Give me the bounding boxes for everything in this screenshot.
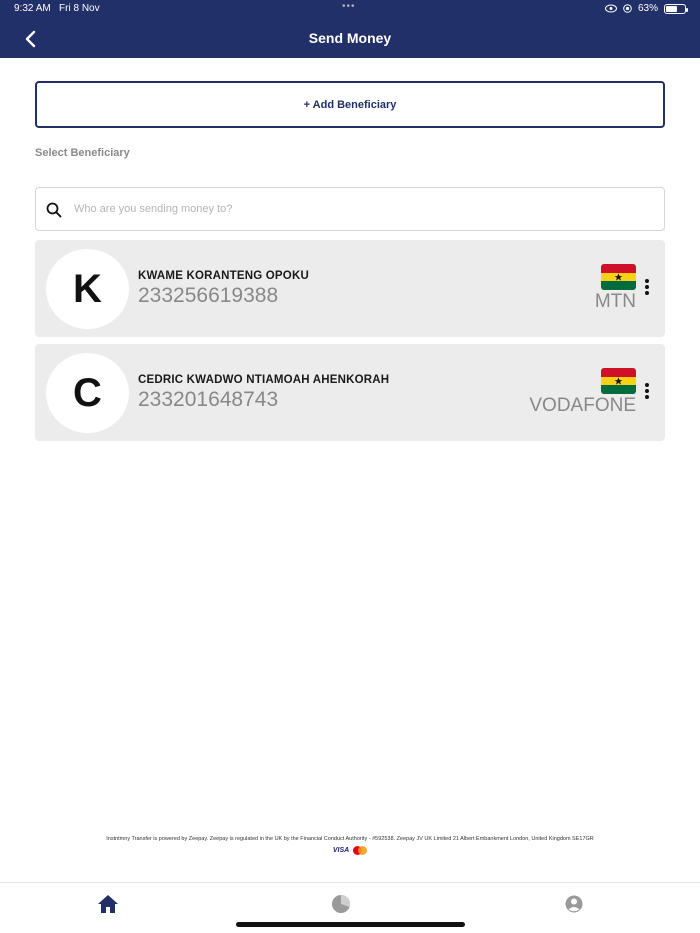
search-input[interactable]	[74, 194, 654, 224]
tab-transactions[interactable]	[329, 893, 353, 915]
avatar: C	[46, 353, 129, 433]
status-bar	[0, 0, 700, 20]
status-indicators	[605, 3, 686, 14]
add-beneficiary-button[interactable]: + Add Beneficiary	[35, 81, 665, 128]
app-header	[0, 0, 700, 58]
tab-home[interactable]	[96, 893, 120, 915]
search-icon	[46, 202, 62, 218]
beneficiary-name: KWAME KORANTENG OPOKU	[138, 270, 309, 282]
profile-icon	[562, 893, 586, 915]
status-date: Fri 8 Nov	[59, 3, 100, 14]
search-box	[35, 187, 665, 231]
network-label: MTN	[594, 291, 636, 312]
location-lock-icon	[623, 4, 632, 13]
select-beneficiary-label: Select Beneficiary	[35, 147, 130, 159]
more-options-icon[interactable]	[641, 382, 653, 402]
beneficiary-name: CEDRIC KWADWO NTIAMOAH AHENKORAH	[138, 374, 390, 386]
home-icon	[96, 893, 120, 915]
battery-level	[666, 6, 677, 12]
footer-disclaimer: Instntmny Transfer is powered by Zeepay. Zeepay is regulated in the UK by the Financial Conduct Authority - #592538. Zeepay JV UK Limited 21 Albert Embankment London, United Kingdom SE17GR	[106, 836, 594, 842]
beneficiary-card[interactable]	[35, 344, 665, 441]
payment-logos	[0, 846, 700, 855]
status-time: 9:32 AM Fri 8 Nov	[14, 3, 100, 14]
home-indicator[interactable]	[236, 922, 465, 927]
ghana-flag-icon	[601, 264, 636, 290]
page-title: Send Money	[308, 30, 392, 46]
avatar: K	[46, 249, 129, 329]
pie-chart-icon	[329, 893, 353, 915]
network-label: VODAFONE	[529, 395, 636, 416]
more-options-icon[interactable]	[641, 278, 653, 298]
ghana-flag-icon	[601, 368, 636, 394]
visa-logo: VISA	[332, 847, 350, 854]
mastercard-icon	[353, 846, 367, 855]
beneficiary-phone: 233256619388	[138, 284, 279, 307]
battery-percent: 63%	[637, 3, 658, 14]
beneficiary-phone: 233201648743	[138, 388, 279, 411]
tab-profile[interactable]	[562, 893, 586, 915]
battery-icon	[664, 4, 686, 14]
multitasking-dots-icon[interactable]: •••	[342, 1, 356, 12]
eye-icon	[605, 4, 617, 13]
beneficiary-card[interactable]	[35, 240, 665, 337]
